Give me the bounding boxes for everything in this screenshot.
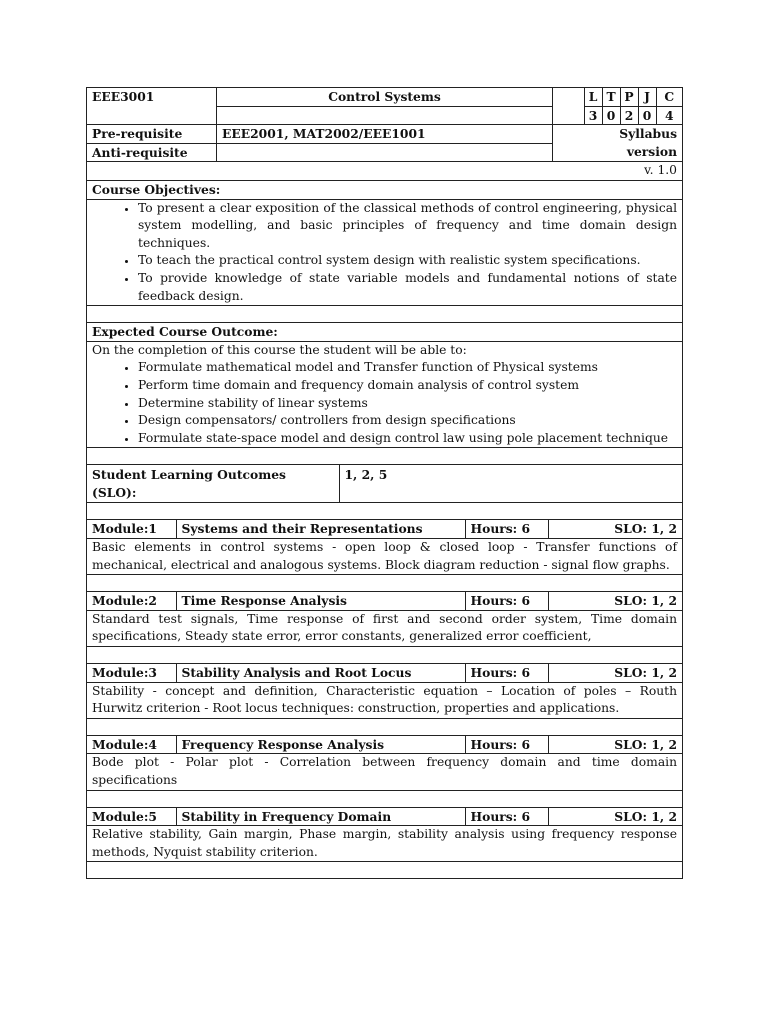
module-title: Systems and their Representations (176, 520, 465, 538)
module-header-grid (87, 592, 682, 610)
row-spacer (87, 718, 683, 735)
ltpjc-label-j: J (638, 88, 656, 106)
antireq-blank (87, 162, 553, 181)
row-spacer (87, 790, 683, 807)
ltpjc-value-j: 0 (638, 106, 656, 124)
objectives-heading: Course Objectives: (87, 180, 683, 199)
module-header (87, 807, 683, 826)
prereq-value: EEE2001, MAT2002/EEE1001 (217, 125, 553, 144)
outcome-item: • Design compensators/ controllers from design specifications (138, 412, 677, 430)
ltpjc-value-c: 4 (656, 106, 682, 124)
title-spacer (217, 107, 553, 125)
module-number: Module:4 (92, 736, 157, 752)
slo-row (87, 465, 683, 503)
syllabus-label: Syllabus (619, 126, 678, 142)
ltpjc-label-p: P (620, 88, 638, 106)
module-content: Stability - concept and definition, Characteristic equation – Location of poles – Routh Hurwitz criterion - Root locus techniques: construction, properties and applications. (87, 682, 683, 718)
module-slo: SLO: 1, 2 (548, 592, 682, 610)
module-title: Time Response Analysis (176, 592, 465, 610)
outcomes-heading: Expected Course Outcome: (87, 323, 683, 342)
module-header (87, 520, 683, 539)
ltpjc-cell (553, 88, 683, 125)
module-header-grid (87, 736, 682, 754)
row-spacer (87, 503, 683, 520)
module-number: Module:3 (92, 665, 157, 681)
antireq-label: Anti-requisite (87, 143, 217, 162)
antireq-value (217, 143, 553, 162)
objective-item: • To teach the practical control system design with realistic system specifications. (138, 252, 677, 270)
row-spacer (87, 862, 683, 879)
row-spacer (87, 575, 683, 592)
module-header (87, 664, 683, 683)
ltpjc-grid (584, 88, 683, 124)
module-hours: Hours: 6 (465, 808, 548, 826)
module-slo: SLO: 1, 2 (548, 520, 682, 538)
ltpjc-label-t: T (602, 88, 620, 106)
module-slo: SLO: 1, 2 (548, 808, 682, 826)
module-content: Relative stability, Gain margin, Phase margin, stability analysis using frequency response methods, Nyquist stability criterion. (87, 826, 683, 862)
row-spacer (87, 647, 683, 664)
prereq-label: Pre-requisite (87, 125, 217, 144)
slo-label: Student Learning Outcomes (SLO): (92, 467, 286, 500)
row-spacer (87, 306, 683, 323)
syllabus-table (86, 87, 683, 879)
course-code: EEE3001 (87, 88, 217, 125)
slo-grid (87, 465, 682, 502)
objectives-list (92, 200, 677, 306)
outcome-item: • Formulate state-space model and design control law using pole placement technique (138, 430, 677, 448)
slo-value: 1, 2, 5 (339, 465, 682, 502)
outcome-item: • Determine stability of linear systems (138, 395, 677, 413)
ltpjc-label-c: C (656, 88, 682, 106)
objectives-list-cell (87, 199, 683, 306)
outcomes-cell (87, 341, 683, 448)
ltpjc-value-l: 3 (584, 106, 602, 124)
module-header-grid (87, 664, 682, 682)
outcome-item: • Perform time domain and frequency domain analysis of control system (138, 377, 677, 395)
ltpjc-label-l: L (588, 89, 598, 104)
module-header (87, 735, 683, 754)
module-number: Module:2 (92, 593, 157, 609)
row-spacer (87, 448, 683, 465)
outcomes-intro: On the completion of this course the student will be able to: (92, 342, 467, 357)
ltpjc-value-p: 2 (620, 106, 638, 124)
module-hours: Hours: 6 (465, 664, 548, 682)
module-slo: SLO: 1, 2 (548, 664, 682, 682)
module-hours: Hours: 6 (465, 592, 548, 610)
syllabus-version-cell (553, 125, 683, 162)
module-number: Module:5 (92, 808, 157, 824)
module-content: Standard test signals, Time response of first and second order system, Time domain specifications, Steady state error, error constants, generalized error coefficient, (87, 610, 683, 646)
syllabus-sheet (86, 87, 682, 879)
module-header-grid (87, 808, 682, 826)
module-hours: Hours: 6 (465, 520, 548, 538)
module-hours: Hours: 6 (465, 736, 548, 754)
module-title: Frequency Response Analysis (176, 736, 465, 754)
module-content: Basic elements in control systems - open loop & closed loop - Transfer functions of mechanical, electrical and analogous systems. Block diagram reduction - signal flow graphs. (87, 539, 683, 575)
module-number: Module:1 (92, 521, 157, 537)
objective-item: • To provide knowledge of state variable models and fundamental notions of state feedback design. (138, 270, 677, 305)
outcome-item: • Formulate mathematical model and Transfer function of Physical systems (138, 359, 677, 377)
module-header-grid (87, 520, 682, 538)
outcomes-list (92, 359, 677, 447)
module-content: Bode plot - Polar plot - Correlation between frequency domain and time domain specifications (87, 754, 683, 790)
module-slo: SLO: 1, 2 (548, 736, 682, 754)
course-title: Control Systems (217, 88, 553, 107)
version-label: version (626, 143, 678, 159)
ltpjc-value-t: 0 (602, 106, 620, 124)
module-title: Stability in Frequency Domain (176, 808, 465, 826)
objective-item: • To present a clear exposition of the classical methods of control engineering, physical system modelling, and basic principles of frequency and time domain design techniques. (138, 200, 677, 253)
module-title: Stability Analysis and Root Locus (176, 664, 465, 682)
module-header (87, 592, 683, 611)
version-value: v. 1.0 (553, 162, 683, 181)
